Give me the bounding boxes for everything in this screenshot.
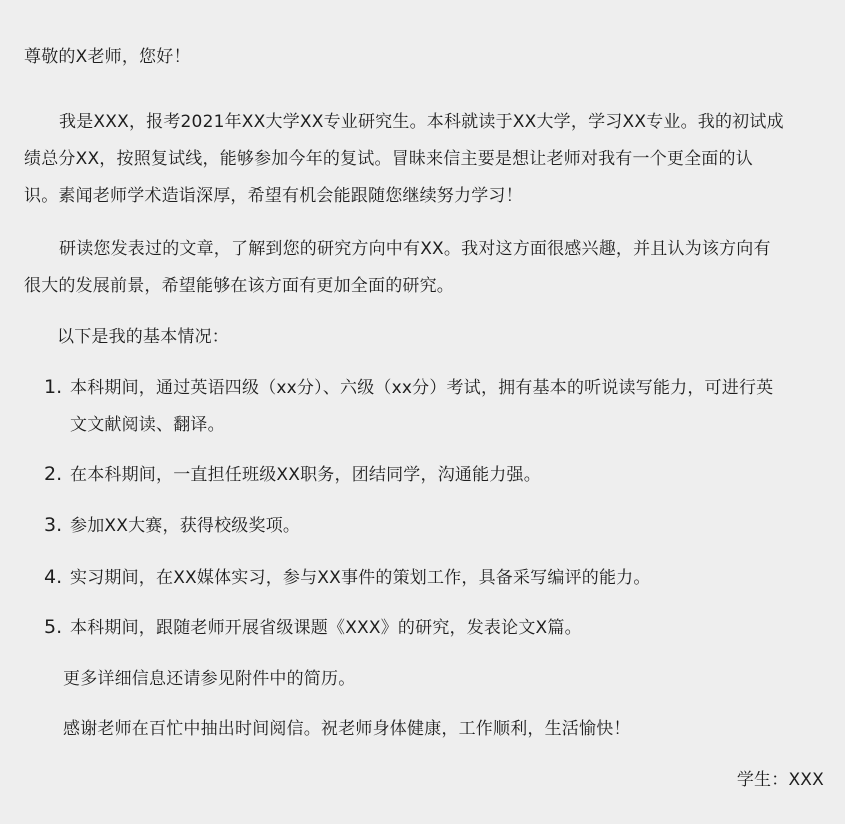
signature: 学生：XXX <box>736 770 824 790</box>
greeting: 尊敬的X老师，您好！ <box>24 47 191 67</box>
list-item-1-number: 1. <box>44 376 63 398</box>
list-item-1-line2: 文文献阅读、翻译。 <box>70 415 225 435</box>
list-item-3-number: 3. <box>44 514 63 536</box>
para1-line2: 绩总分XX，按照复试线，能够参加今年的复试。冒昧来信主要是想让老师对我有一个更全面的认 <box>24 149 753 169</box>
list-item-5-text: 本科期间，跟随老师开展省级课题《XXX》的研究，发表论文X篇。 <box>70 618 582 638</box>
para2-line1: 研读您发表过的文章，了解到您的研究方向中有XX。我对这方面很感兴趣，并且认为该方向有 <box>59 239 771 259</box>
more-info-line: 更多详细信息还请参见附件中的简历。 <box>63 669 356 689</box>
list-item-2-text: 在本科期间，一直担任班级XX职务，团结同学，沟通能力强。 <box>70 465 541 485</box>
list-item-4-number: 4. <box>44 566 63 588</box>
para1-line1: 我是XXX，报考2021年XX大学XX专业研究生。本科就读于XX大学，学习XX专业。我的初试成 <box>59 112 784 132</box>
para2-line2: 很大的发展前景，希望能够在该方面有更加全面的研究。 <box>24 276 454 296</box>
thanks-line: 感谢老师在百忙中抽出时间阅信。祝老师身体健康，工作顺利，生活愉快！ <box>63 719 631 739</box>
list-item-4-text: 实习期间，在XX媒体实习，参与XX事件的策划工作，具备采写编评的能力。 <box>70 568 651 588</box>
list-item-3-text: 参加XX大赛，获得校级奖项。 <box>70 516 301 536</box>
list-item-1-line1: 本科期间，通过英语四级（xx分）、六级（xx分）考试，拥有基本的听说读写能力，可进行英 <box>70 378 774 398</box>
list-item-2-number: 2. <box>44 463 63 485</box>
intro-line: 以下是我的基本情况： <box>57 327 229 347</box>
list-item-5-number: 5. <box>44 616 63 638</box>
para1-line3: 识。素闻老师学术造诣深厚，希望有机会能跟随您继续努力学习！ <box>24 186 523 206</box>
